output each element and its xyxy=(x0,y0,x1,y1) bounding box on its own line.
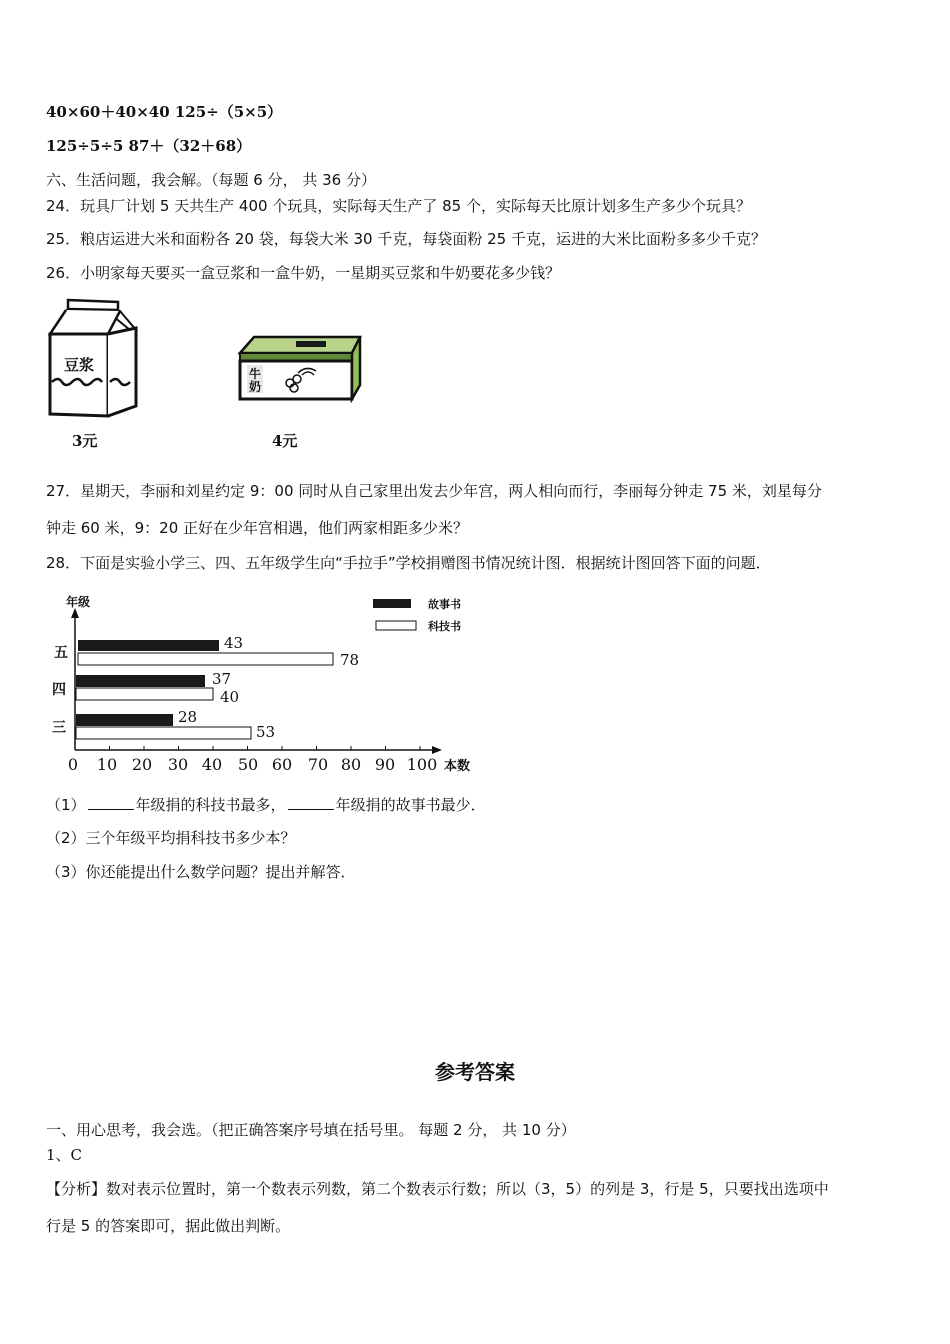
question-28-sub-3: （3）你还能提出什么数学问题？提出并解答． xyxy=(46,863,356,881)
legend-label-story: 故事书 xyxy=(428,598,461,611)
answer-1: 1、C xyxy=(46,1146,83,1164)
milk-price: 4元 xyxy=(272,432,298,450)
question-27-line-2: 钟走 60 米，9：20 正好在少年宫相遇，他们两家相距多少米？ xyxy=(46,519,469,537)
question-26: 26．小明家每天要买一盒豆浆和一盒牛奶，一星期买豆浆和牛奶要花多少钱？ xyxy=(46,264,561,282)
question-28-sub-2: （2）三个年级平均捐科技书多少本？ xyxy=(46,829,296,847)
answer-blank-1[interactable] xyxy=(88,795,134,810)
svg-text:53: 53 xyxy=(256,723,276,741)
sub-1-number: （1） xyxy=(46,796,86,814)
x-axis-label: 本数 xyxy=(444,759,471,774)
svg-text:10: 10 xyxy=(96,755,118,774)
svg-text:奶: 奶 xyxy=(248,380,262,394)
svg-text:20: 20 xyxy=(131,755,153,774)
question-28-sub-1 xyxy=(46,795,486,814)
category-grade-5: 五 xyxy=(54,645,68,661)
svg-text:78: 78 xyxy=(340,651,360,669)
legend-swatch-science xyxy=(376,621,416,630)
svg-text:牛: 牛 xyxy=(248,367,262,381)
svg-text:40: 40 xyxy=(220,688,240,706)
svg-text:43: 43 xyxy=(224,634,244,652)
question-24: 24．玩具厂计划 5 天共生产 400 个玩具，实际每天生产了 85 个，实际每天比原计划多生产多少个玩具？ xyxy=(46,197,751,215)
question-25: 25．粮店运进大米和面粉各 20 袋，每袋大米 30 千克，每袋面粉 25 千克，运进的大米比面粉多多少千克？ xyxy=(46,230,766,248)
svg-text:50: 50 xyxy=(237,755,259,774)
bar-grade4-story xyxy=(76,675,205,687)
calc-row-1: 40×60＋40×40 125÷（5×5） xyxy=(46,103,283,121)
soy-milk-price: 3元 xyxy=(72,432,98,450)
calc-row-2: 125÷5÷5 87＋（32＋68） xyxy=(46,137,252,155)
category-grade-4: 四 xyxy=(52,682,66,698)
soy-milk-label: 豆浆 xyxy=(63,356,95,374)
svg-text:70: 70 xyxy=(307,755,329,774)
svg-text:37: 37 xyxy=(212,670,232,688)
svg-text:80: 80 xyxy=(340,755,362,774)
bar-grade4-science xyxy=(76,688,213,700)
bar-grade3-story xyxy=(76,714,173,726)
legend-label-science: 科技书 xyxy=(428,620,461,633)
soy-milk-carton-image xyxy=(46,296,142,422)
answers-title: 参考答案 xyxy=(435,1060,515,1084)
svg-text:100: 100 xyxy=(406,755,438,774)
bar-grade3-science xyxy=(76,727,251,739)
answer-1-analysis-line-1: 【分析】数对表示位置时，第一个数表示列数，第二个数表示行数；所以（3，5）的列是 3，行是 5，只要找出选项中 xyxy=(46,1180,829,1198)
svg-text:0: 0 xyxy=(67,755,79,774)
answer-1-analysis-line-2: 行是 5 的答案即可，据此做出判断。 xyxy=(46,1217,291,1235)
book-donation-bar-chart xyxy=(40,590,500,780)
svg-text:40: 40 xyxy=(201,755,223,774)
bar-grade5-science xyxy=(78,653,333,665)
milk-box-image xyxy=(236,333,364,403)
answers-section-1-heading: 一、用心思考，我会选。（把正确答案序号填在括号里。 每题 2 分， 共 10 分） xyxy=(46,1121,576,1139)
section-6-heading: 六、生活问题，我会解。（每题 6 分， 共 36 分） xyxy=(46,171,376,189)
answer-blank-2[interactable] xyxy=(288,795,334,810)
sub-1-text-b: 年级捐的故事书最少． xyxy=(335,796,486,814)
svg-text:28: 28 xyxy=(178,708,198,726)
sub-1-text-a: 年级捐的科技书最多， xyxy=(135,796,286,814)
legend-swatch-story xyxy=(373,599,411,608)
y-axis-label: 年级 xyxy=(66,595,91,609)
bar-grade5-story xyxy=(78,640,219,651)
svg-text:60: 60 xyxy=(271,755,293,774)
question-28: 28．下面是实验小学三、四、五年级学生向“手拉手”学校捐赠图书情况统计图．根据统计图回答下面的问题． xyxy=(46,554,771,572)
svg-text:30: 30 xyxy=(167,755,189,774)
svg-text:90: 90 xyxy=(374,755,396,774)
category-grade-3: 三 xyxy=(52,720,66,736)
question-27-line-1: 27．星期天，李丽和刘星约定 9：00 同时从自己家里出发去少年宫，两人相向而行，李丽每分钟走 75 米，刘星每分 xyxy=(46,482,822,500)
